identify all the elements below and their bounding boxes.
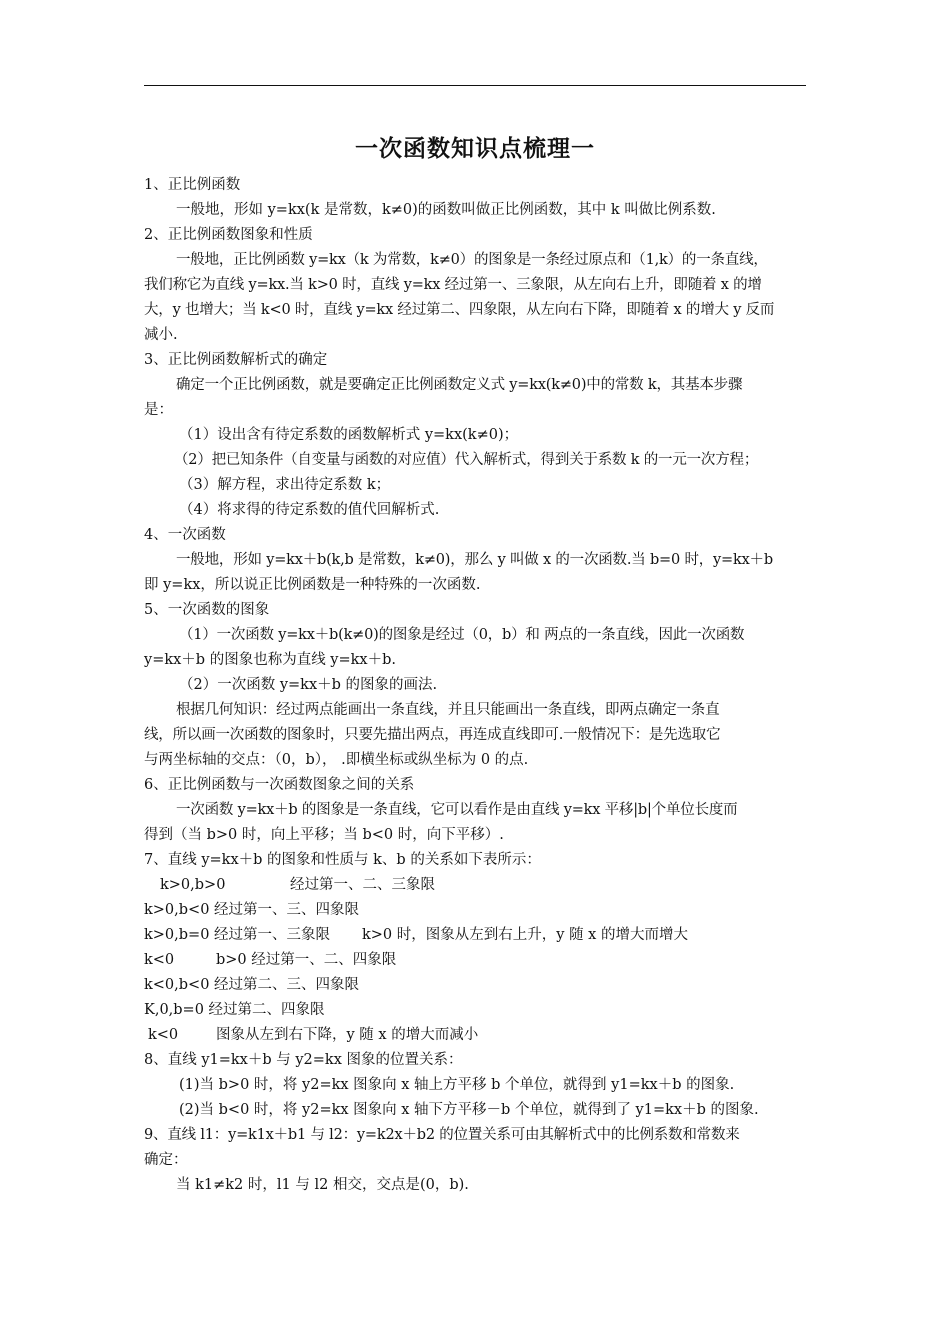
document-title: 一次函数知识点梳理一 [355,136,595,162]
heading-2: 2、正比例函数图象和性质 [144,227,313,243]
paragraph-line: (1)当 b>0 时，将 y2=kx 图象向 x 轴上方平移 b 个单位，就得到 y1=kx＋b 的图象. [179,1077,735,1093]
table-condition: k<0 [144,952,175,968]
paragraph-line: 即 y=kx，所以说正比例函数是一种特殊的一次函数. [144,577,481,593]
paragraph-line: 大，y 也增大；当 k<0 时，直线 y=kx 经过第二、四象限，从左向右下降，即随着 x 的增大 y 反而 [144,302,775,318]
heading-9: 9、直线 l1：y=k1x＋b1 与 l2：y=k2x＋b2 的位置关系可由其解析式中的比例系数和常数来 [144,1127,740,1143]
step-item: （2）把已知条件（自变量与函数的对应值）代入解析式，得到关于系数 k 的一元一次方程； [174,452,759,468]
step-item: （3）解方程，求出待定系数 k； [179,477,391,493]
paragraph-line: 得到（当 b>0 时，向上平移；当 b<0 时，向下平移）. [144,827,504,843]
heading-5: 5、一次函数的图象 [144,602,270,618]
paragraph-line: （2）一次函数 y=kx＋b 的图象的画法. [179,677,438,693]
table-result: 图象从左到右下降，y 随 x 的增大而减小 [216,1027,479,1043]
paragraph-line: （1）一次函数 y=kx＋b(k≠0)的图象是经过（0，b）和 两点的一条直线，因此一次函数 [179,627,745,643]
paragraph-line: 减小. [144,327,178,343]
paragraph-line: 是： [144,402,173,418]
heading-4: 4、一次函数 [144,527,226,543]
paragraph-line: 一般地，形如 y=kx＋b(k,b 是常数，k≠0)，那么 y 叫做 x 的一次函数.当 b=0 时，y=kx＋b [176,552,773,568]
paragraph-line: 我们称它为直线 y=kx.当 k>0 时，直线 y=kx 经过第一、三象限，从左向右上升，即随着 x 的增 [144,277,762,293]
paragraph-line: 当 k1≠k2 时，l1 与 l2 相交，交点是(0，b). [176,1177,469,1193]
paragraph-line: 线，所以画一次函数的图象时，只要先描出两点，再连成直线即可.一般情况下：是先选取它 [144,727,721,743]
paragraph-line: (2)当 b<0 时，将 y2=kx 图象向 x 轴下方平移－b 个单位，就得到了 y1=kx＋b 的图象. [179,1102,759,1118]
paragraph-line: 一次函数 y=kx＋b 的图象是一条直线，它可以看作是由直线 y=kx 平移|b|个单位长度而 [176,802,738,818]
table-row: k>0,b=0 经过第一、三象限 [144,927,331,943]
heading-8: 8、直线 y1=kx＋b 与 y2=kx 图象的位置关系： [144,1052,463,1068]
table-row: K,0,b=0 经过第二、四象限 [144,1002,325,1018]
heading-6: 6、正比例函数与一次函数图象之间的关系 [144,777,415,793]
table-result: 经过第一、二、三象限 [290,877,435,893]
paragraph-line: 根据几何知识：经过两点能画出一条直线，并且只能画出一条直线，即两点确定一条直 [176,702,720,718]
table-row: k>0,b<0 经过第一、三、四象限 [144,902,360,918]
paragraph-line: 一般地，形如 y=kx(k 是常数，k≠0)的函数叫做正比例函数，其中 k 叫做比例系数. [176,202,716,218]
table-result: b>0 经过第一、二、四象限 [216,952,397,968]
heading-3: 3、正比例函数解析式的确定 [144,352,328,368]
heading-1: 1、正比例函数 [144,177,241,193]
table-row: k<0,b<0 经过第二、三、四象限 [144,977,360,993]
paragraph-line: y=kx＋b 的图象也称为直线 y=kx＋b. [144,652,397,668]
paragraph-line: 与两坐标轴的交点：（0，b）， .即横坐标或纵坐标为 0 的点. [144,752,529,768]
table-result: k>0 时，图象从左到右上升，y 随 x 的增大而增大 [362,927,688,943]
paragraph-line: 确定一个正比例函数，就是要确定正比例函数定义式 y=kx(k≠0)中的常数 k，其基本步骤 [176,377,743,393]
table-condition: k>0,b>0 [160,877,226,893]
table-condition: k<0 [148,1027,179,1043]
paragraph-line: 确定： [144,1152,188,1168]
heading-7: 7、直线 y=kx＋b 的图象和性质与 k、b 的关系如下表所示： [144,852,541,868]
paragraph-line: 一般地，正比例函数 y=kx（k 为常数，k≠0）的图象是一条经过原点和（1,k）的一条直线， [176,252,768,268]
step-item: （1）设出含有待定系数的函数解析式 y=kx(k≠0)； [179,427,519,443]
step-item: （4）将求得的待定系数的值代回解析式. [179,502,440,518]
header-rule [144,85,806,86]
